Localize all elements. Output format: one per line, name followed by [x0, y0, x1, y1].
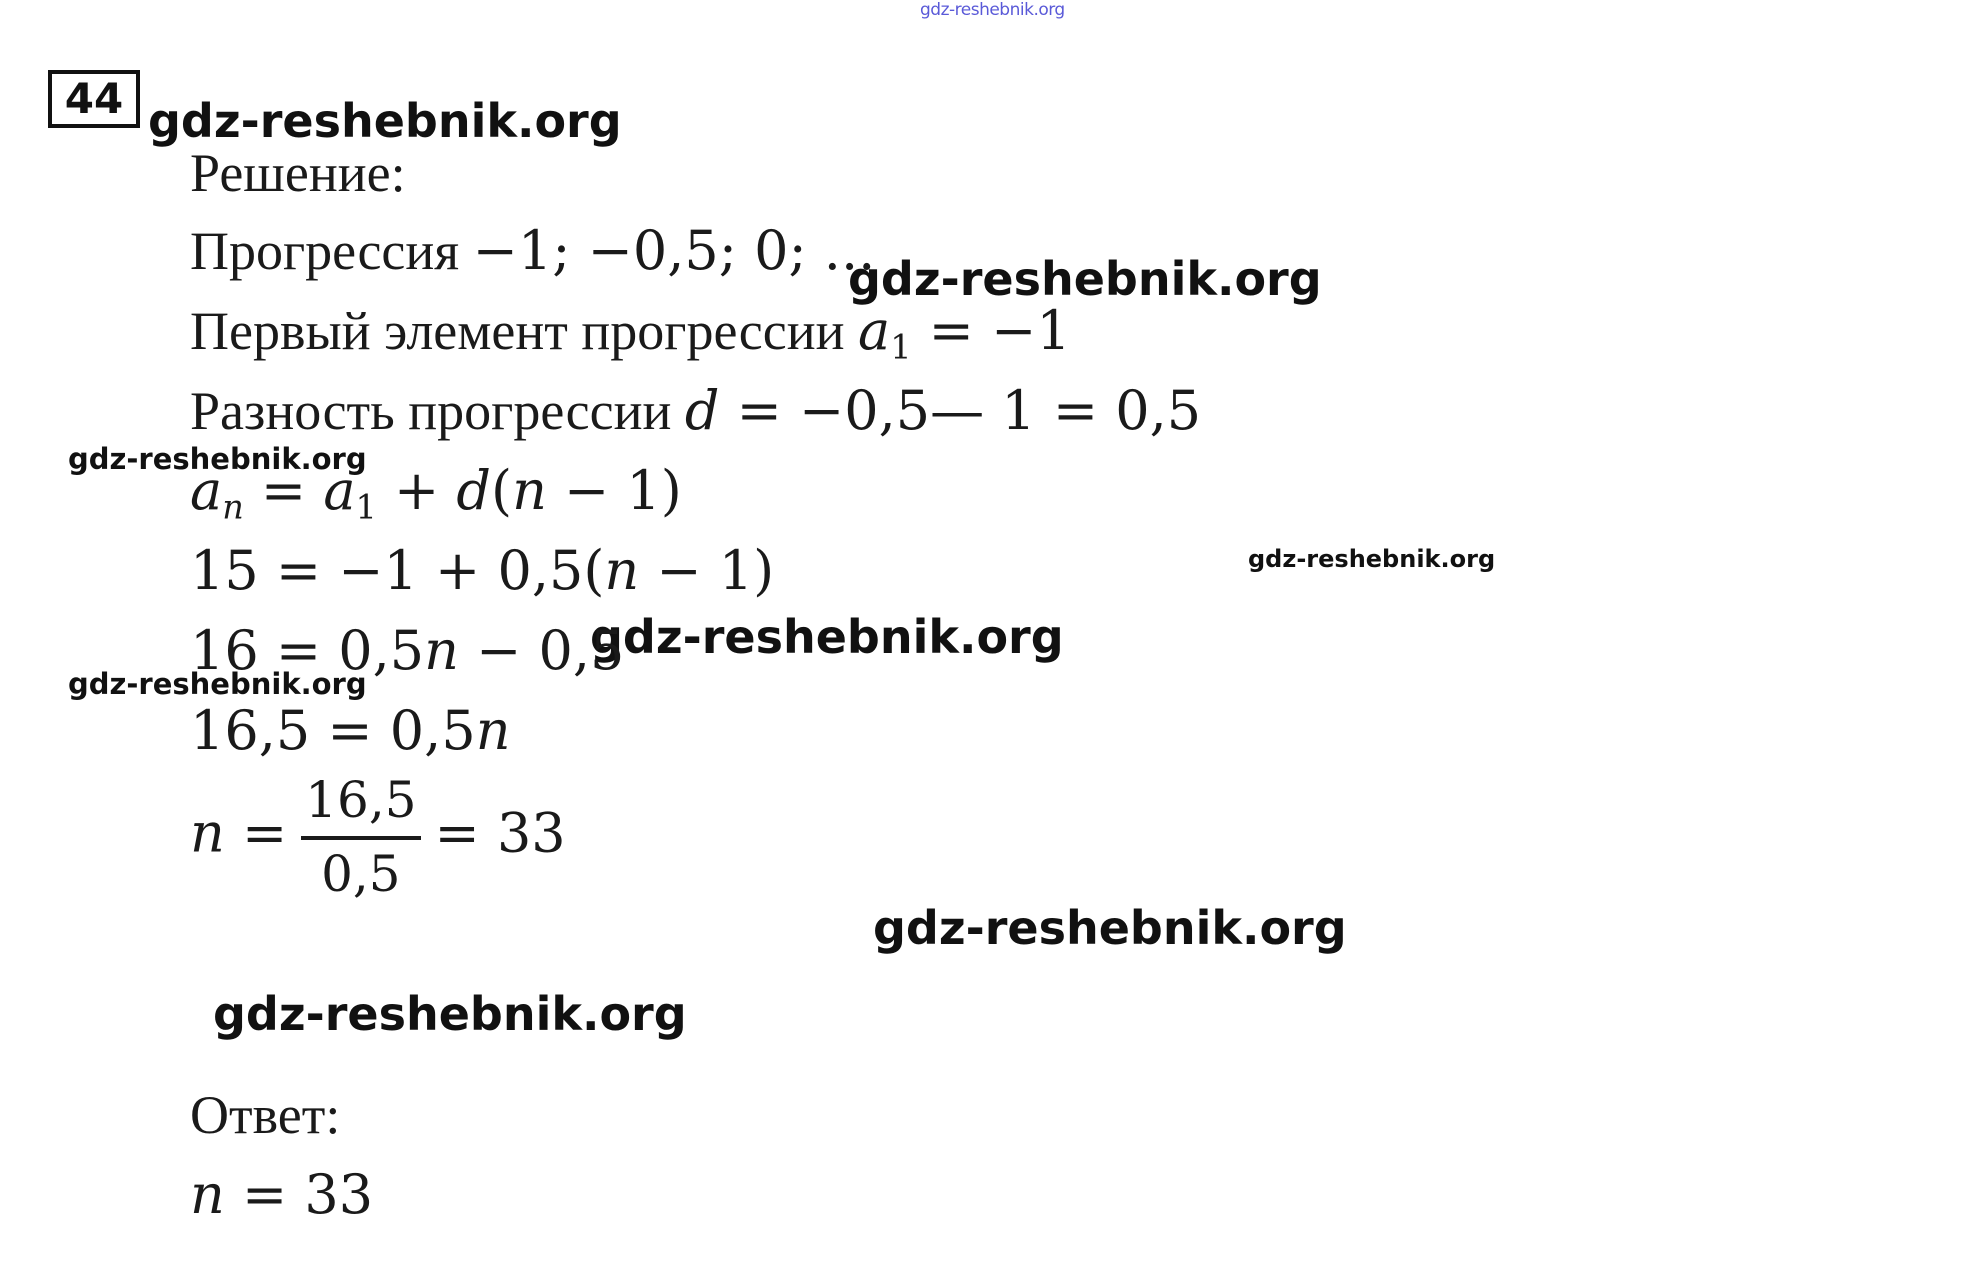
var-n: n [424, 619, 459, 682]
subscript: 1 [890, 327, 912, 367]
equation-fraction [190, 772, 566, 903]
equation-step-2 [190, 619, 625, 682]
first-element-label: Первый элемент прогрессии [190, 301, 858, 361]
difference-line [190, 379, 1202, 442]
var-a: a [323, 459, 356, 522]
var-n: n [475, 699, 511, 762]
equation-head: 16,5 = 0,5 [190, 699, 476, 762]
solution-heading: Решение: [190, 143, 406, 203]
answer-heading: Ответ: [190, 1085, 341, 1145]
watermark: gdz-reshebnik.org [590, 610, 1064, 664]
answer-value-line [190, 1163, 374, 1226]
watermark: gdz-reshebnik.org [848, 252, 1322, 306]
watermark: gdz-reshebnik.org [873, 901, 1347, 955]
watermark: gdz-reshebnik.org [148, 94, 622, 148]
var-d: d [684, 379, 720, 442]
var-n: n [190, 801, 225, 865]
first-element-value: = −1 [911, 299, 1071, 362]
watermark: gdz-reshebnik.org [213, 987, 687, 1041]
equation-head: 16 = 0,5 [190, 619, 425, 682]
watermark: gdz-reshebnik.org [68, 667, 367, 701]
progression-label: Прогрессия [190, 221, 473, 281]
var-a: a [858, 299, 891, 362]
equation-head: 15 = −1 + 0,5( [190, 539, 605, 602]
equation-step-3 [190, 699, 511, 762]
equals-sign: = [224, 801, 288, 865]
task-number-box: 44 [48, 70, 140, 128]
formula-tail: − 1) [546, 459, 682, 522]
equation-tail: − 0,5 [458, 619, 625, 682]
equation-tail: − 1) [639, 539, 775, 602]
fraction-numerator: 16,5 [301, 772, 420, 840]
var-n: n [604, 539, 640, 602]
progression-terms: −1; −0,5; 0; ... [472, 219, 876, 282]
equation-step-1 [190, 539, 775, 602]
paren: ( [491, 459, 513, 522]
difference-value: = −0,5— 1 = 0,5 [719, 379, 1202, 442]
fraction-result: = 33 [434, 801, 566, 865]
watermark-top: gdz-reshebnik.org [920, 0, 1065, 20]
formula-nth-term [190, 459, 682, 527]
var-n: n [512, 459, 547, 522]
watermark: gdz-reshebnik.org [1248, 545, 1496, 573]
fraction [301, 772, 420, 903]
first-element-line [190, 299, 1071, 367]
subscript: n [222, 487, 244, 527]
progression-line [190, 219, 876, 282]
answer-value: = 33 [224, 1163, 374, 1226]
difference-label: Разность прогрессии [190, 381, 685, 441]
watermark: gdz-reshebnik.org [68, 442, 367, 476]
var-a: a [190, 459, 223, 522]
equals-sign: = [243, 459, 324, 522]
plus-sign: + [376, 459, 457, 522]
subscript: 1 [355, 487, 377, 527]
fraction-denominator: 0,5 [321, 844, 401, 903]
var-n: n [190, 1163, 225, 1226]
var-d: d [456, 459, 491, 522]
